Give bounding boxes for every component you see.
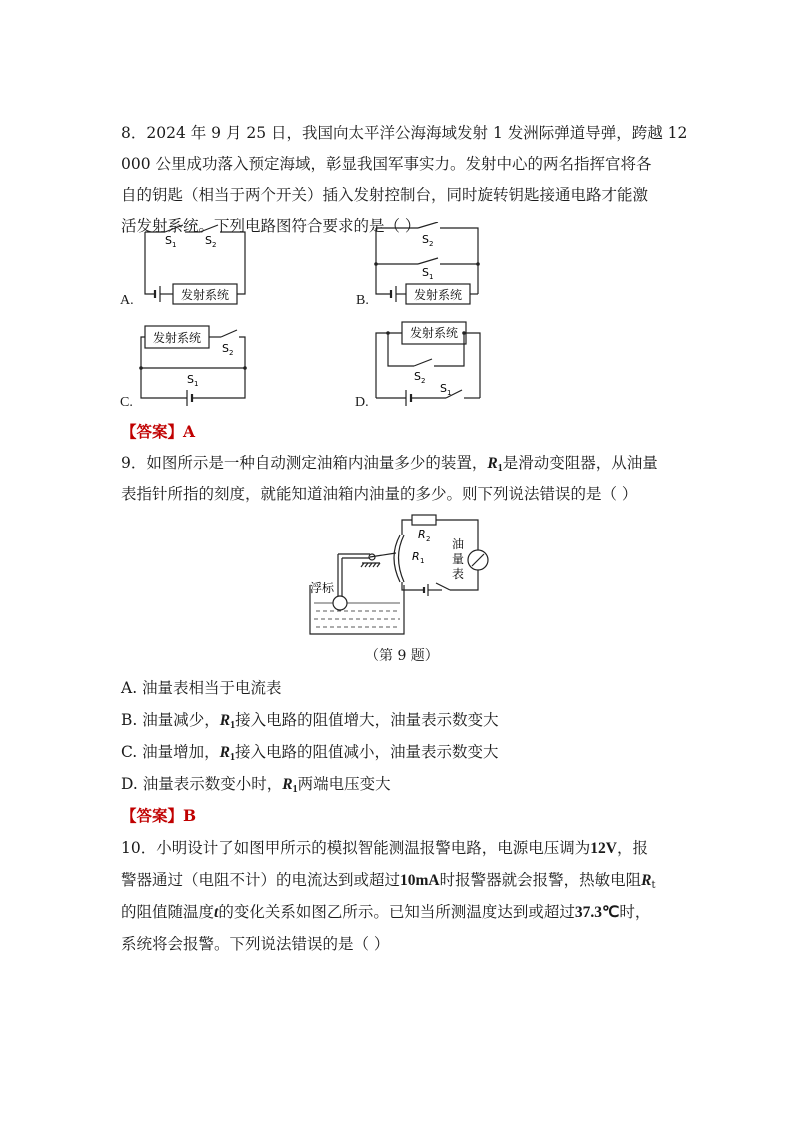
q9-float-label: 浮标 <box>310 581 335 595</box>
q8-circuit-c[interactable] <box>135 320 255 410</box>
q8-b-box-label: 发射系统 <box>413 288 463 302</box>
q10-line2-part-a: 警器通过（电阻不计）的电流达到或超过 <box>121 871 401 889</box>
q9-option-c-var: R <box>219 744 231 761</box>
q9-line1-part-b: 是滑动变阻器，从油量 <box>502 454 658 472</box>
q9-option-b-sub: 1 <box>230 720 236 731</box>
q9-fig-r1: R <box>412 550 420 563</box>
q9-oil-gauge-figure <box>300 510 500 640</box>
q9-option-b-part-a: B. 油量减少， <box>121 711 220 729</box>
q8-text-line-2: 000 公里成功落入预定海域，彰显我国军事实力。发射中心的两名指挥官将各 <box>121 155 652 173</box>
q9-line1-part-a: 9．如图所示是一种自动测定油箱内油量多少的装置， <box>121 454 488 472</box>
q10-line2-current: 10mA <box>400 872 440 889</box>
q10-line1-part-b: ，报 <box>616 839 648 857</box>
q9-meter-char-3: 表 <box>451 567 465 581</box>
q8-a-s2-sub: 2 <box>212 241 217 249</box>
q8-b-junction-left <box>374 262 378 266</box>
q10-text-line-4: 系统将会报警。下列说法错误的是（ ） <box>121 935 390 953</box>
q9-meter-char-2: 量 <box>451 552 465 566</box>
q8-text-line-3: 自的钥匙（相当于两个开关）插入发射控制台，同时旋转钥匙接通电路才能激 <box>121 186 649 204</box>
q8-text-line-4: 活发射系统。下列电路图符合要求的是（ ） <box>121 217 421 235</box>
q8-d-junction-left <box>386 331 390 335</box>
q8-c-s1-sub: 1 <box>194 380 199 388</box>
q9-text-line-2: 表指针所指的刻度，就能知道油箱内油量的多少。则下列说法错误的是（ ） <box>121 485 638 503</box>
q9-text-line-1 <box>121 453 658 479</box>
q9-option-d-var: R <box>282 776 293 793</box>
q8-d-box-label: 发射系统 <box>409 326 459 340</box>
q10-line3-part-c: 时， <box>619 903 651 921</box>
q10-line1-voltage: 12V <box>590 840 617 857</box>
q8-option-a-label[interactable]: A. <box>120 293 134 308</box>
q9-option-d-sub: 1 <box>292 784 298 795</box>
q10-line2-var: R <box>641 872 652 889</box>
q8-d-s2: S <box>414 370 421 383</box>
q8-answer-tag: 答案 <box>136 422 168 441</box>
q10-line2-part-b: 时报警器就会报警，热敏电阻 <box>439 871 642 889</box>
q8-a-s2: S <box>205 234 212 247</box>
q9-option-c-sub: 1 <box>230 752 236 763</box>
q10-line3-var: t <box>214 904 219 921</box>
q9-option-d[interactable] <box>121 774 391 800</box>
q9-fig-r1-sub: 1 <box>420 557 425 565</box>
q8-d-s1: S <box>440 382 447 395</box>
q9-fig-r2-sub: 2 <box>426 535 431 543</box>
q9-option-b[interactable] <box>121 710 499 736</box>
q8-d-s1-sub: 1 <box>447 389 452 397</box>
q9-option-c-part-a: C. 油量增加， <box>121 743 220 761</box>
q8-b-junction-right <box>476 262 480 266</box>
q9-figure-caption: （第 9 题） <box>365 648 439 664</box>
q8-a-s1-sub: 1 <box>172 241 177 249</box>
q8-circuit-d[interactable] <box>370 318 490 410</box>
q9-option-c[interactable] <box>121 742 499 768</box>
q9-option-b-var: R <box>219 712 231 729</box>
q10-text-line-2 <box>121 870 656 896</box>
q8-circuit-b[interactable] <box>370 222 490 312</box>
q8-b-s2: S <box>422 233 429 246</box>
q9-line1-var: R <box>487 455 498 472</box>
q9-answer-value: B <box>183 806 197 825</box>
q8-a-box-label: 发射系统 <box>180 288 230 302</box>
q8-circuit-a[interactable] <box>135 222 255 312</box>
q8-d-s2-sub: 2 <box>421 377 426 385</box>
q8-c-junction-left <box>139 366 143 370</box>
q8-c-junction-right <box>243 366 247 370</box>
q8-b-s1-sub: 1 <box>429 273 434 281</box>
q8-answer: 【答案】A <box>121 422 196 441</box>
q9-option-c-part-b: 接入电路的阻值减小，油量表示数变大 <box>235 743 499 761</box>
q9-meter-char-1: 油 <box>451 537 465 551</box>
q8-c-s1: S <box>187 373 194 386</box>
q8-answer-value: A <box>183 422 196 441</box>
q10-line1-part-a: 10．小明设计了如图甲所示的模拟智能测温报警电路，电源电压调为 <box>121 839 591 857</box>
q8-option-c-label[interactable]: C. <box>120 395 133 410</box>
q9-option-d-part-a: D. 油量表示数变小时， <box>121 775 283 793</box>
q9-line1-sub: 1 <box>497 463 503 474</box>
q8-b-s1: S <box>422 266 429 279</box>
q8-option-b-label[interactable]: B. <box>356 293 369 308</box>
q10-text-line-1 <box>121 838 648 859</box>
q10-line3-temp: 37.3℃ <box>574 904 620 921</box>
q8-c-s2: S <box>222 342 229 355</box>
q9-option-b-part-b: 接入电路的阻值增大，油量表示数变大 <box>235 711 499 729</box>
q8-option-d-label[interactable]: D. <box>355 395 369 410</box>
q8-a-s1: S <box>165 234 172 247</box>
q9-answer: 【答案】B <box>121 806 197 825</box>
q9-answer-tag: 答案 <box>136 806 168 825</box>
q8-c-box-label: 发射系统 <box>152 331 202 345</box>
q8-text-line-1: 8．2024 年 9 月 25 日，我国向太平洋公海海域发射 1 发洲际弹道导弹，跨越 12 <box>121 124 688 142</box>
q10-line2-sub: t <box>651 880 656 891</box>
q10-line3-part-a: 的阻值随温度 <box>121 903 215 921</box>
q8-b-s2-sub: 2 <box>429 240 434 248</box>
q8-c-s2-sub: 2 <box>229 349 234 357</box>
q10-text-line-3 <box>121 902 650 923</box>
q9-option-d-part-b: 两端电压变大 <box>297 775 391 793</box>
q10-line3-part-b: 的变化关系如图乙所示。已知当所测温度达到或超过 <box>218 903 575 921</box>
q9-fig-r2: R <box>418 528 426 541</box>
q8-d-junction-right <box>462 331 466 335</box>
q9-option-a[interactable]: A. 油量表相当于电流表 <box>121 679 282 697</box>
